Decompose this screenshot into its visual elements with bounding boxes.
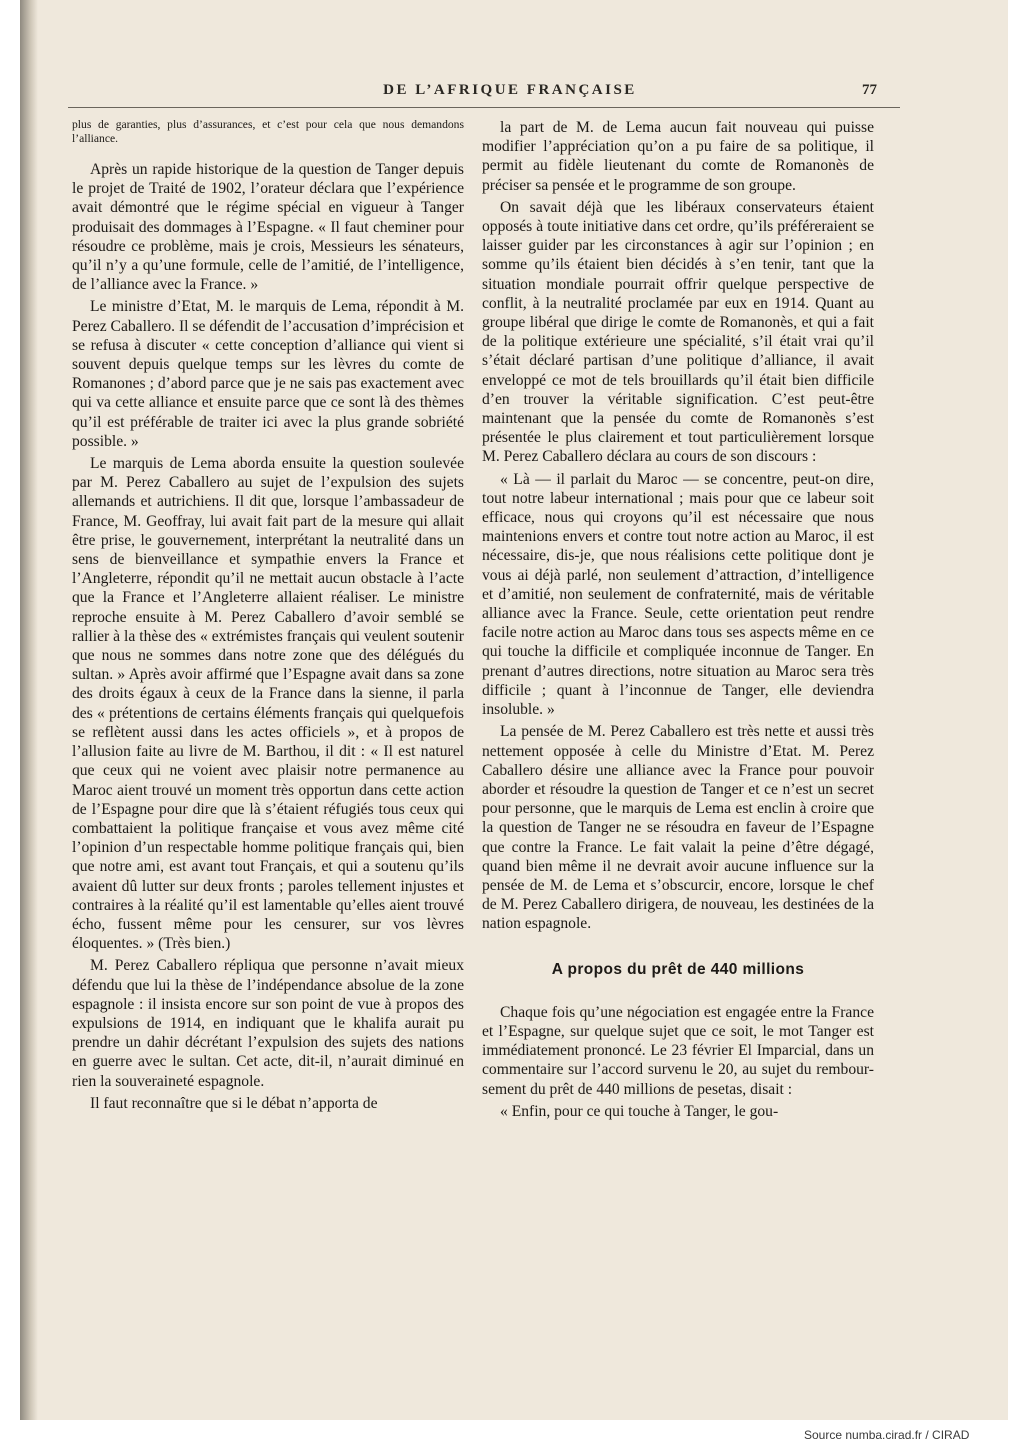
section-heading: A propos du prêt de 440 millions xyxy=(551,960,805,978)
paragraph: Le ministre d’Etat, M. le marquis de Lema, répondit à M. Perez Caballero. Il se défendit de l’accusation d’imprécision et se refusa à discuter « cette conception d’alliance qui vient si souvent depuis quelque temps sur les lèvres du comte de Romanones ; d’abord parce que je ne sais pas exactement avec qui va cette alliance et ensuite parce que ce sont là des thèmes qu’il est préférable de traiter ici avec la plus grande sobriété possible. » xyxy=(72,298,464,450)
paragraph: « Là — il parlait du Maroc — se concentre, peut-on dire, tout notre labeur international ; mais pour que ce labeur soit efficace, nous qui croyons qu’il est nécessaire que nous maintenions envers et contre tout notre action au Maroc, il est nécessaire, dis-je, que nous réalisions cette politique dont je vous ai déjà parlé, non seulement d’attraction, d’intelligence et d’amitié, non seulement de confraternité, mais de véritable alliance avec la France. Seule, cette orientation peut rendre facile notre action au Maroc dans tous ses aspects même en ce qui touche la difficile et compliquée inconnue de Tanger. En prenant d’autres directions, notre situation au Maroc sera très difficile ; quant à l’inconnue de Tanger, elle deviendra insoluble. » xyxy=(482,470,874,719)
paragraph: Le marquis de Lema aborda ensuite la question soulevée par M. Perez Caballero au sujet de l’expulsion des sujets allemands et autrichiens. Il dit que, lorsque l’ambassadeur de France, M. Geoffray, lui avait fait part de la mesure qui allait être prise, le gouvernement, interprétant la neutralité dans un sens de bienveillance et sympathie envers la France et l’Angleterre, répondit qu’il ne mettait aucun obstacle à l’acte que la France et l’Angleterre allaient réaliser. Le ministre reproche ensuite à M. Perez Caballero d’avoir semblé se rallier à la thèse des « extrémistes français qui veulent soutenir que nous ne sommes dans notre zone que des délégués du sultan. » Après avoir affirmé que l’Espagne avait dans sa zone des droits égaux à ceux de la France dans la sienne, il parla des « prétentions de certains éléments français qui quelquefois se reflètent aussi dans les actes officiels », et à propos de l’allusion faite au livre de M. Barthou, il dit : « Il est naturel que ceux qui ne voient avec plaisir notre permanence au Maroc aient trouvé un moment très opportun dans cette action de l’Espagne pour dire que là s’étaient réfugiés tous ceux qui combattaient la politique française et vous avez même cité l’opinion d’un respectable homme politique français qui, bien que notre ami, est avant tout Français, et qui a soutenu qu’ils avaient dû lutter sur deux fronts ; paroles tellement injustes et contraires à la réalité qu’il est lamentable qu’elles aient trouvé écho, fussent même pour les censurer, sur vos lèvres éloquentes. » (Très bien.) xyxy=(72,455,464,953)
scanned-page xyxy=(20,0,1008,1420)
paragraph-intro: plus de garanties, plus d’assurances, et c’est pour cela que nous demandons l’alliance. xyxy=(72,118,464,145)
paragraph: Il faut reconnaître que si le débat n’apporta de xyxy=(90,1094,378,1112)
source-credit: Source numba.cirad.fr / CIRAD xyxy=(804,1428,970,1442)
paragraph: On savait déjà que les libéraux conservateurs étaient opposés à toute initiative dans cet ordre, qu’ils préféreraient se laisser guider par les circonstances à agir sur l’opinion ; en somme qu’ils étaient bien décidés à s’en tenir, tant que la situation mondiale pourrait offrir quelque perspective de conflit, à la neutralité proclamée par eux en 1914. Quant au groupe libéral que dirige le comte de Romanonès, et qui a fait de la politique extérieure une spécialité, s’il était vrai qu’il s’était déclaré partisan d’une politique d’alliance, il avait enveloppé ce mot de tels brouillards qu’il était bien difficile d’en trouver la véritable signification. C’est peut-être maintenant que la pensée du comte de Romanonès s’est présentée le plus clairement et tout particulièrement lorsque M. Perez Caballero déclara au cours de son discours : xyxy=(482,198,874,466)
paragraph: « Enfin, pour ce qui touche à Tanger, le gou- xyxy=(500,1102,779,1120)
paragraph: La pensée de M. Perez Caballero est très nette et aussi très nettement opposée à celle du Ministre d’Etat. M. Perez Caballero désire une alliance avec la France pour pouvoir aborder et résoudre la question de Tanger et ce n’est un secret pour personne, que le marquis de Lema est enclin à croire que la question de Tanger ne se résoudra en faveur de l’Espagne que contre la France. Le fait valait la peine d’être dégagé, quand bien même il ne devrait avoir aucune influence sur la pensée de M. de Lema et s’obscurcir, encore, lorsque le chef de M. Perez Caballero dirigera, de nouveau, les destinées de la nation espagnole. xyxy=(482,723,874,933)
page-number: 77 xyxy=(862,82,877,98)
running-header-title: DE L’AFRIQUE FRANÇAISE xyxy=(383,82,637,98)
page-gutter-shadow xyxy=(20,0,38,1420)
right-column xyxy=(482,118,874,1124)
paragraph: la part de M. de Lema aucun fait nouveau qui puisse modifier l’appréciation qu’on a pu faire de sa politique, il permit au fidèle lieutenant du comte de Romanonès de préciser sa pensée et le programme de son groupe. xyxy=(482,119,874,194)
header-rule xyxy=(68,107,900,108)
left-column xyxy=(72,118,464,1116)
paragraph: Chaque fois qu’une négociation est engagée entre la France et l’Espagne, sur quelque sujet que ce soit, le mot Tanger est immédiatement prononcé. Le 23 février El Imparcial, dans un commentaire sur l’accord survenu le 20, au sujet du rembour- sement du prêt de 440 millions de pesetas, disait : xyxy=(482,1003,874,1098)
paragraph: M. Perez Caballero répliqua que personne n’avait mieux défendu que lui la thèse de l’indépendance absolue de la zone espagnole : il insista encore sur son point de vue à propos des expulsions de 1914, en indiquant que le khalifa aurait pu prendre un dahir décrétant l’expulsion des sujets des nations en guerre avec le sultan. Cet acte, dit-il, n’aurait diminué en rien la souveraineté espagnole. xyxy=(72,957,464,1090)
paragraph: Après un rapide historique de la question de Tanger depuis le projet de Traité de 1902, l’orateur déclara que l’expérience avait démontré que le régime spécial en vigueur à Tanger produisait des dommages à l’Espagne. « Il faut cheminer pour résoudre ce problème, mais je crois, Messieurs les sénateurs, qu’il n’y a qu’une formule, celle de l’amitié, de l’intelligence, de l’alliance avec la France. » xyxy=(72,161,464,294)
